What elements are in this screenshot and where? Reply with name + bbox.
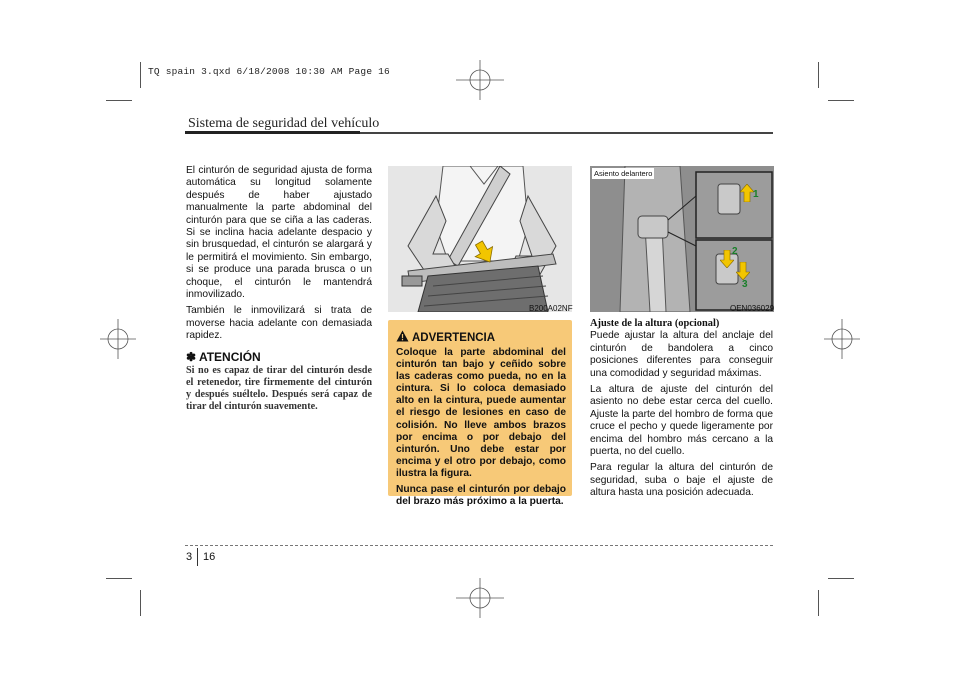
- image-label: Asiento delantero: [594, 169, 653, 178]
- chapter-number: 3: [186, 551, 193, 563]
- warning-paragraph: Nunca pase el cinturón por debajo del brazo más próximo a la puerta.: [396, 484, 566, 508]
- warning-paragraph: Coloque la parte abdominal del cinturón tan bajo y ceñido sobre las caderas como pueda, no en la cintura. Si lo coloca demasiado alto en la cintura, puede aumentar el riesgo de lesiones en caso de colisión. No lleve ambos brazos por encima o por debajo del cinturón. Uno debe estar por encima y el otro por debajo, como ilustra la figura.: [396, 347, 566, 479]
- warning-box: [388, 320, 572, 508]
- arrow-down-icon: [736, 262, 750, 280]
- image-code: B200A02NF: [529, 304, 573, 313]
- footer-divider: [197, 548, 198, 566]
- section-title: Sistema de seguridad del vehículo: [188, 116, 380, 131]
- caution-title: ✽ ATENCIÓN: [186, 349, 261, 364]
- header-title-underline: [185, 131, 360, 134]
- footer-rule: [185, 545, 773, 546]
- callout-3: 3: [742, 279, 748, 290]
- seatbelt-lap-illustration: [388, 166, 572, 312]
- warning-triangle-icon: [396, 330, 409, 342]
- body-paragraph: Puede ajustar la altura del anclaje del cinturón de bandolera a cinco posiciones diferentes para conseguir una comodidad y seguridad máximas.: [590, 330, 773, 379]
- callout-2: 2: [732, 246, 738, 257]
- body-paragraph: Para regular la altura del cinturón de seguridad, suba o baje el ajuste de altura hasta una posición adecuada.: [590, 462, 773, 499]
- page-number: 16: [203, 551, 216, 563]
- callout-1: 1: [753, 189, 759, 200]
- right-column: [590, 318, 773, 504]
- arrow-up-icon: [740, 184, 754, 202]
- subheading: Ajuste de la altura (opcional): [590, 318, 720, 329]
- body-paragraph: El cinturón de seguridad ajusta de forma automática su longitud solamente después de haber ajustado manualmente la parte abdominal del cinturón para que se ciña a las caderas. Si se inclina hacia adelante despacio y sin brusquedad, el cinturón se alargará y le permitirá el movimiento. Sin embargo, si se produce una parada brusca o un choque, el cinturón le mantendrá inmovilizado.: [186, 165, 372, 301]
- image-code: OEN036029: [730, 304, 775, 313]
- warning-text: [396, 347, 566, 512]
- caution-text: Si no es capaz de tirar del cinturón desde el retenedor, tire firmemente del cinturón y después suéltelo. Después será capaz de tirar del cinturón suavemente.: [186, 365, 372, 413]
- body-paragraph: La altura de ajuste del cinturón del asiento no debe estar cerca del cuello. Ajuste la parte del hombro de forma que cruce el pecho y quede ligeramente por encima del hombro más cercano a la puerta, no del cuello.: [590, 384, 773, 458]
- body-paragraph: También le inmovilizará si trata de moverse hacia adelante con demasiada rapidez.: [186, 305, 372, 342]
- height-adjuster-illustration: [590, 166, 774, 312]
- print-registration-line: TQ spain 3.qxd 6/18/2008 10:30 AM Page 16: [148, 66, 390, 77]
- warning-title: ADVERTENCIA: [412, 332, 496, 344]
- arrow-down-icon: [474, 238, 500, 264]
- left-column: [186, 165, 372, 413]
